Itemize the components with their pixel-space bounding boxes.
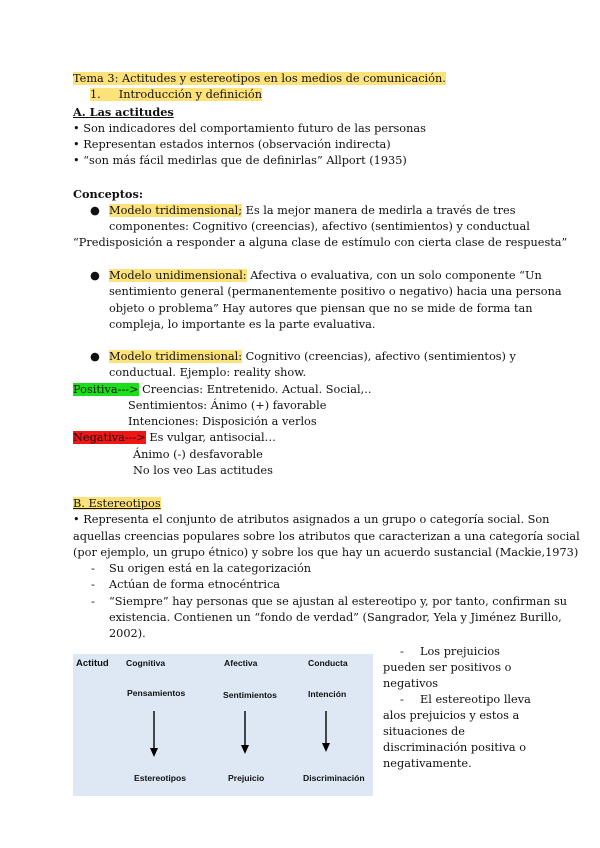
bullet-2: • Representan estados internos (observación indirecta) xyxy=(73,138,391,151)
diagram-actitud-label: Actitud xyxy=(76,658,109,669)
diagram-head-afectiva: Afectiva xyxy=(224,658,258,668)
diagram-mid-pensamientos: Pensamientos xyxy=(127,688,186,698)
b-para-3: (por ejemplo, un grupo étnico) y sobre los que hay un acuerdo sustancial (Mackie,1973) xyxy=(73,546,579,559)
m3-line1: Modelo tridimensional: Cognitivo (creencias), afectivo (sentimientos) y xyxy=(109,350,516,363)
bullet-1: • Son indicadores del comportamiento futuro de las personas xyxy=(73,122,426,135)
negativa-line3: No los veo Las actitudes xyxy=(133,464,273,477)
m2-line4: compleja, lo importante es la parte evaluativa. xyxy=(109,318,376,331)
arrow-afectiva xyxy=(241,711,249,754)
heading-actitudes: A. Las actitudes xyxy=(73,105,174,119)
b-list-2: Actúan de forma etnocéntrica xyxy=(109,578,281,591)
diagram-head-cognitiva: Cognitiva xyxy=(126,658,166,668)
diagram-bottom-estereotipos: Estereotipos xyxy=(134,773,187,783)
right-note-2: pueden ser positivos o xyxy=(383,661,512,674)
right-note-5: alos prejuicios y estos a xyxy=(383,709,520,722)
m1-line1: Modelo tridimensional; Es la mejor manera de medirla a través de tres xyxy=(109,204,516,217)
page-title: Tema 3: Actitudes y estereotipos en los medios de comunicación. xyxy=(73,72,446,85)
b-para-2: aquellas creencias populares sobre los atributos que caracterizan a una categoría social xyxy=(73,530,580,543)
dash-1: - xyxy=(91,562,95,575)
right-note-7: discriminación positiva o xyxy=(383,741,527,754)
b-list-3: “Siempre” hay personas que se ajustan al estereotipo y, por tanto, confirman su xyxy=(109,595,568,608)
right-dash-1: - xyxy=(400,645,404,658)
negativa-line2: Ánimo (-) desfavorable xyxy=(133,448,263,461)
m2-line1: Modelo unidimensional: Afectiva o evaluativa, con un solo componente “Un xyxy=(109,269,542,282)
right-note-8: negativamente. xyxy=(383,757,472,770)
b-para-1: • Representa el conjunto de atributos asignados a un grupo o categoría social. Son xyxy=(73,513,550,526)
diagram-mid-sentimientos: Sentimientos xyxy=(223,690,277,700)
m3-line2: conductual. Ejemplo: reality show. xyxy=(109,366,307,379)
right-note-3: negativos xyxy=(383,677,439,690)
m1-line2: componentes: Cognitivo (creencias), afectivo (sentimientos) y conductual xyxy=(109,220,530,233)
b-list-3b: existencia. Contienen un “fondo de verdad” (Sangrador, Yela y Jiménez Burillo, xyxy=(109,611,562,624)
arrow-cognitiva xyxy=(150,711,158,757)
m1-bullet: ● xyxy=(90,204,100,217)
dash-3: - xyxy=(91,595,95,608)
diagram-bottom-prejuicio: Prejuicio xyxy=(228,773,265,783)
right-note-4: El estereotipo lleva xyxy=(420,693,531,706)
right-note-6: situaciones de xyxy=(383,725,465,738)
diagram-bottom-discriminacion: Discriminación xyxy=(303,773,365,783)
positiva-line2: Sentimientos: Ánimo (+) favorable xyxy=(128,399,327,412)
dash-2: - xyxy=(91,578,95,591)
right-dash-2: - xyxy=(400,693,404,706)
arrow-conducta xyxy=(322,711,330,752)
m2-line3: objeto o problema” Hay autores que piensan que no se mide de forma tan xyxy=(109,302,533,315)
positiva-line1: Positiva---> Creencias: Entretenido. Actual. Social,.. xyxy=(73,383,372,396)
m3-bullet: ● xyxy=(90,350,100,363)
m2-bullet: ● xyxy=(90,269,100,282)
m1-quote: “Predisposición a responder a alguna clase de estímulo con cierta clase de respuesta” xyxy=(73,236,568,249)
conceptos-heading: Conceptos: xyxy=(73,187,143,201)
negativa-line1: Negativa---> Es vulgar, antisocial… xyxy=(73,431,276,444)
section-heading-1: 1. Introducción y definición xyxy=(90,88,262,101)
positiva-line3: Intenciones: Disposición a verlos xyxy=(128,415,317,428)
m2-line2: sentimiento general (permanentemente positivo o negativo) hacia una persona xyxy=(109,285,562,298)
bullet-3: • “son más fácil medirlas que de definirlas” Allport (1935) xyxy=(73,154,407,167)
heading-estereotipos: B. Estereotipos xyxy=(73,497,161,510)
b-list-3c: 2002). xyxy=(109,627,146,640)
diagram-head-conducta: Conducta xyxy=(308,658,348,668)
right-note-1: Los prejuicios xyxy=(420,645,500,658)
diagram-mid-intencion: Intención xyxy=(308,689,347,699)
actitud-diagram xyxy=(73,654,373,796)
b-list-1: Su origen está en la categorización xyxy=(109,562,312,575)
